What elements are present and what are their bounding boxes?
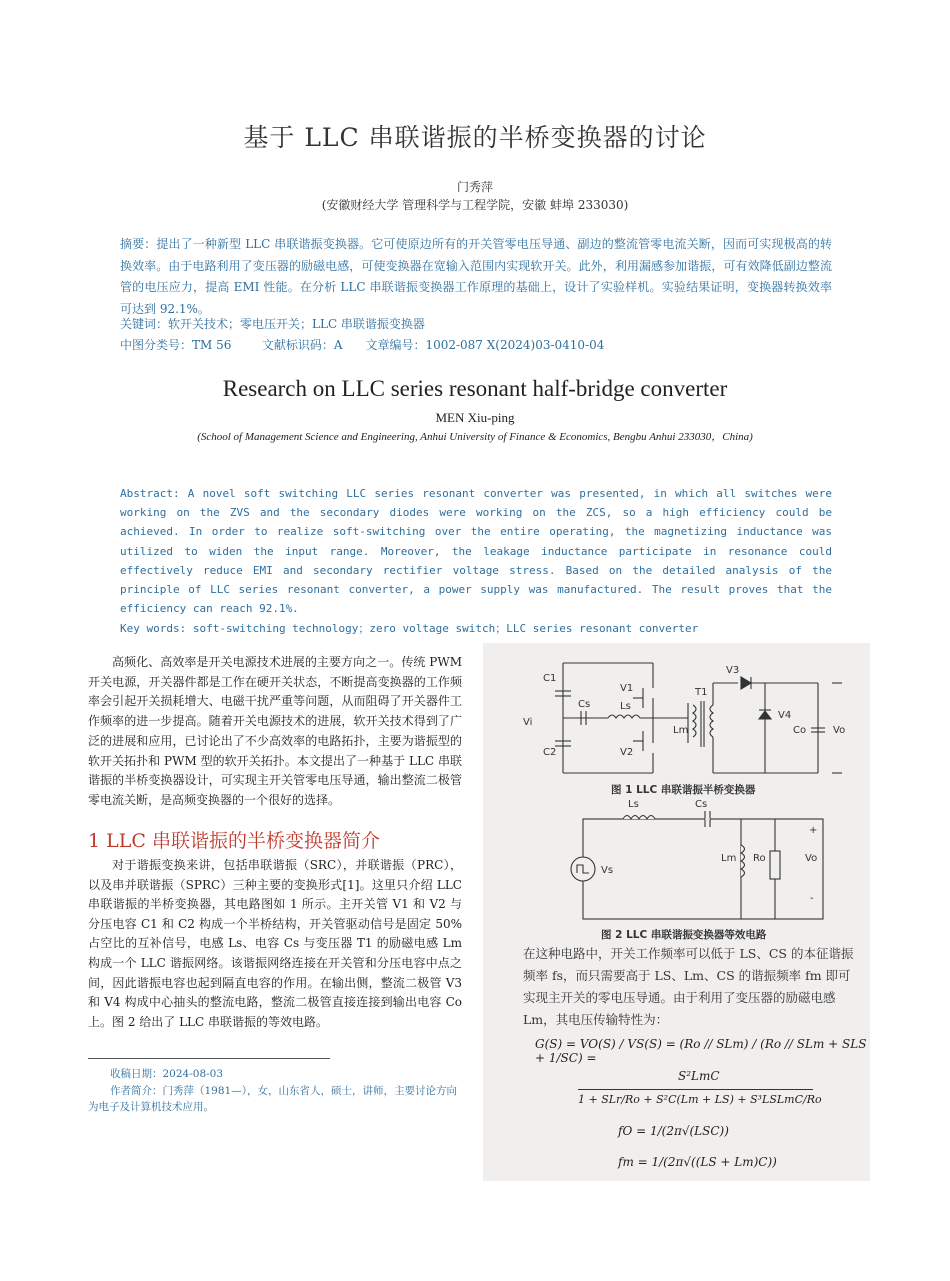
label-cs: Cs <box>578 699 591 710</box>
affiliation-chinese: (安徽财经大学 管理科学与工程学院，安徽 蚌埠 233030) <box>321 198 629 212</box>
label-ro: Ro <box>753 853 766 864</box>
author-english: MEN Xiu-ping <box>435 410 515 425</box>
equation-denominator: 1 + SLr/Ro + S²C(Lm + LS) + S³LSLmC/Ro <box>578 1093 822 1106</box>
footnote-author: 作者简介：门秀萍（1981—），女，山东省人，硕士，讲师，主要讨论方向为电子及计算机技术应用。 <box>88 1085 457 1113</box>
equation-transfer: G(S) = VO(S) / VS(S) = (Ro // SLm) / (Ro // SLm + SLS + 1/SC) = <box>535 1037 867 1065</box>
label-cs-2: Cs <box>695 799 708 810</box>
label-minus: - <box>810 893 814 904</box>
intro-paragraph: 高频化、高效率是开关电源技术进展的主要方向之一。传统 PWM 开关电源，开关器件都是工作在硬开关状态，不断提高变换器的工作频率会引起开关损耗增大、电磁干扰严重等问题，从而阻碍了开关器件工作频率的进一步提高。随着开关电源技术的进展，软开关技术得到了广泛的进展和应用，已讨论出了不少高效率的电路拓扑，主要为谐振型的软开关拓扑和 PWM 型的软开关拓扑。本文提出了一种基于 LLC 串联谐振的半桥变换器设计，可实现主开关管零电压导通，输出整流二极管零电流关断，是高频变换器的一个很好的选择。 <box>88 655 462 807</box>
label-v4: V4 <box>778 710 792 721</box>
label-ls-2: Ls <box>628 799 639 810</box>
label-c2: C2 <box>543 747 557 758</box>
equation-fraction-bar <box>578 1089 813 1090</box>
footnote-received: 收稿日期：2024-08-03 <box>110 1068 224 1080</box>
intro-column <box>88 653 462 811</box>
section-paragraph: 对于谐振变换来讲，包括串联谐振（SRC），并联谐振（PRC），以及串并联谐振（SPRC）三种主要的变换形式[1]。这里只介绍 LLC 串联谐振的半桥变换器，其电路图如 1 所示。主开关管 V1 和 V2 与分压电容 C1 和 C2 构成一个半桥结构，开关管驱动信号是固定 50%占空比的互补信号，电感 Ls、电容 Cs 与变压器 T1 的励磁电感 Lm 构成一个 LLC 谐振网络。该谐振网络连接在开关管和分压电容中点之间，因此谐振电容也起到隔直电容的作用。在输出侧，整流二极管 V3 和 V4 构成中心抽头的整流电路，整流二极管直接连接到输出电容 Co上。图 2 给出了 LLC 串联谐振的等效电路。 <box>88 858 462 1029</box>
label-ls: Ls <box>620 701 631 712</box>
label-co: Co <box>793 725 807 736</box>
figure2-caption: 图 2 LLC 串联谐振变换器等效电路 <box>601 929 767 941</box>
label-vo: Vo <box>833 725 846 736</box>
equation-numerator: S²LmC <box>678 1069 720 1083</box>
label-lm: Lm <box>673 725 689 736</box>
label-t1: T1 <box>695 687 708 698</box>
keywords-english: Key words: soft-switching technology；zero voltage switch；LLC series resonant converter <box>120 622 699 635</box>
keywords-chinese: 关键词：软开关技术；零电压开关；LLC 串联谐振变换器 <box>120 317 425 331</box>
label-lm-2: Lm <box>721 853 737 864</box>
label-vo-2: Vo <box>805 853 818 864</box>
label-c1: C1 <box>543 673 557 684</box>
abstract-english: Abstract: A novel soft switching LLC series resonant converter was presented, in which all switches were working on the ZVS and the secondary diodes were working on the ZCS, so a high efficiency could be achieved. In order to realize soft-switching over the entire operating, the magnetizing inductance was utilized to widen the input range. Moreover, the leakage inductance participate in resonance could effectively reduce EMI and secondary rectifier voltage stress. Based on the detailed analysis of the principle of LLC series resonant converter, a power supply was manufactured. The result proves that the efficiency can reach 92.1%. <box>120 487 832 616</box>
affiliation-english: (School of Management Science and Engineering, Anhui University of Finance & Economics, Bengbu Anhui 233030，China) <box>197 431 753 443</box>
label-vs: Vs <box>601 865 614 876</box>
footnote-divider <box>88 1058 330 1059</box>
label-plus: + <box>809 825 818 836</box>
equation-fo: fO = 1/(2π√(LSC)) <box>618 1124 729 1138</box>
section-body <box>88 856 462 1032</box>
author-chinese: 门秀萍 <box>456 180 493 194</box>
figure1-caption: 图 1 LLC 串联谐振半桥变换器 <box>611 784 756 796</box>
title-english: Research on LLC series resonant half-bridge converter <box>222 376 728 401</box>
classification-chinese: 中图分类号：TM 56 文献标识码：A 文章编号：1002-087 X(2024)03-0410-04 <box>120 338 605 352</box>
title-chinese: 基于 LLC 串联谐振的半桥变换器的讨论 <box>243 123 707 152</box>
label-v3: V3 <box>726 665 740 676</box>
label-v2: V2 <box>620 747 634 758</box>
label-v1: V1 <box>620 683 634 694</box>
figure-body-text: 在这种电路中，开关工作频率可以低于 LS、CS 的本征谐振频率 fs，而只需要高于 LS、Lm、CS 的谐振频率 fm 即可实现主开关的零电压导通。由于利用了变压器的励磁电感 Lm，其电压传输特性为： <box>523 946 854 1027</box>
section-heading: 1 LLC 串联谐振的半桥变换器简介 <box>88 830 380 852</box>
label-vi: Vi <box>523 717 533 728</box>
figure-panel <box>483 643 870 1181</box>
abstract-chinese: 摘要：提出了一种新型 LLC 串联谐振变换器。它可使原边所有的开关管零电压导通、副边的整流管零电流关断，因而可实现极高的转换效率。由于电路利用了变压器的励磁电感，可使变换器在宽输入范围内实现软开关。此外，利用漏感参加谐振，可有效降低副边整流管的电压应力，提高 EMI 性能。在分析 LLC 串联谐振变换器工作原理的基础上，设计了实验样机。实验结果证明，变换器转换效率可达到 92.1%。 <box>120 237 832 316</box>
equation-fm: fm = 1/(2π√((LS + Lm)C)) <box>618 1155 777 1169</box>
